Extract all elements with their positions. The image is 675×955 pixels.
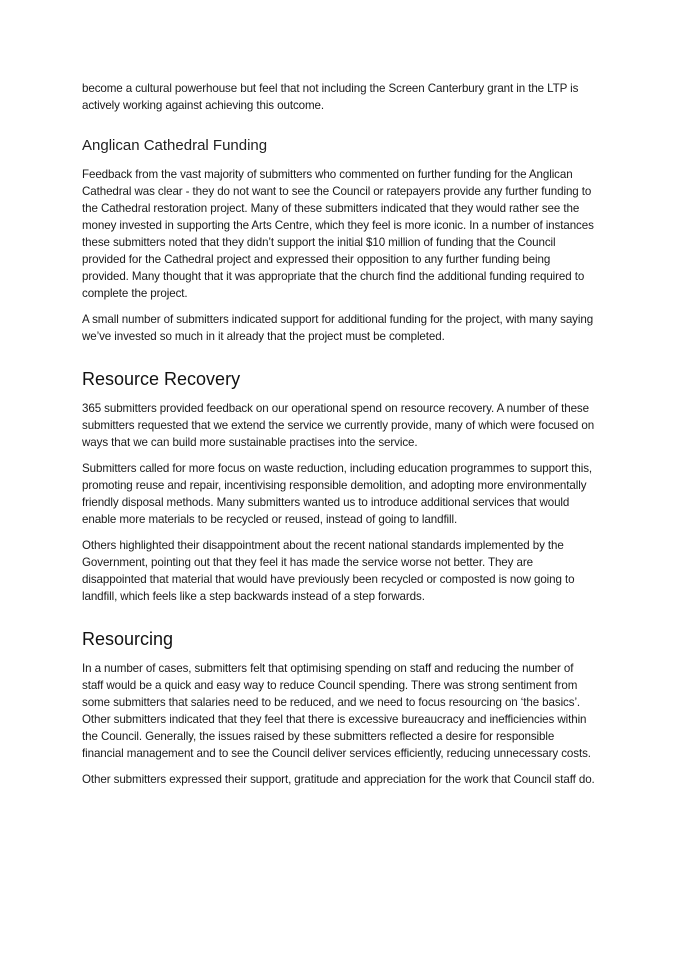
cathedral-heading: Anglican Cathedral Funding (82, 137, 268, 154)
cathedral-paragraph-1: Feedback from the vast majority of submitters who commented on further funding for the Anglican Cathedral was clear - they do not want to see the Council or ratepayers provide any further funding to the Cathedral restoration project. Many of these submitters indicated that they would rather see the money invested in supporting the Arts Centre, which they feel is more iconic. In a number of instances these submitters noted that they didn’t support the initial $10 million of funding that the Council provided for the Cathedral project and expressed their opposition to any further funding being provided. Many thought that it was appropriate that the church find the additional funding required to complete the project. (82, 168, 594, 300)
resource-recovery-paragraph-2: Submitters called for more focus on waste reduction, including education programmes to support this, promoting reuse and repair, incentivising responsible demolition, and adopting more environmentally friendly disposal methods. Many submitters wanted us to introduce additional services that would enable more materials to be recycled or reused, instead of going to landfill. (82, 462, 593, 526)
document-page (82, 80, 597, 797)
resourcing-heading: Resourcing (82, 629, 174, 649)
resourcing-paragraph-1: In a number of cases, submitters felt that optimising spending on staff and reducing the number of staff would be a quick and easy way to reduce Council spending. There was strong sentiment from some submitters that salaries need to be reduced, and we need to focus resourcing on ‘the basics’. Other submitters indicated that they feel that there is excessive bureaucracy and inefficiencies within the Council. Generally, the issues raised by these submitters reflected a desire for responsible financial management and to see the Council deliver services efficiently, reducing unnecessary costs. (82, 662, 591, 760)
resource-recovery-heading: Resource Recovery (82, 369, 241, 389)
resource-recovery-paragraph-1: 365 submitters provided feedback on our operational spend on resource recovery. A number of these submitters requested that we extend the service we currently provide, many of which were focused on ways that we can build more sustainable practises into the service. (82, 402, 595, 449)
cathedral-paragraph-2: A small number of submitters indicated support for additional funding for the project, with many saying we’ve invested so much in it already that the project must be completed. (82, 313, 594, 343)
resource-recovery-paragraph-3: Others highlighted their disappointment about the recent national standards implemented by the Government, pointing out that they feel it has made the service worse not better. They are disappointed that material that would have previously been recycled or composted is now going to landfill, which feels like a step backwards instead of a step forwards. (82, 539, 575, 603)
intro-paragraph: become a cultural powerhouse but feel that not including the Screen Canterbury grant in the LTP is actively working against achieving this outcome. (82, 82, 579, 112)
resourcing-paragraph-2: Other submitters expressed their support, gratitude and appreciation for the work that Council staff do. (82, 773, 595, 786)
